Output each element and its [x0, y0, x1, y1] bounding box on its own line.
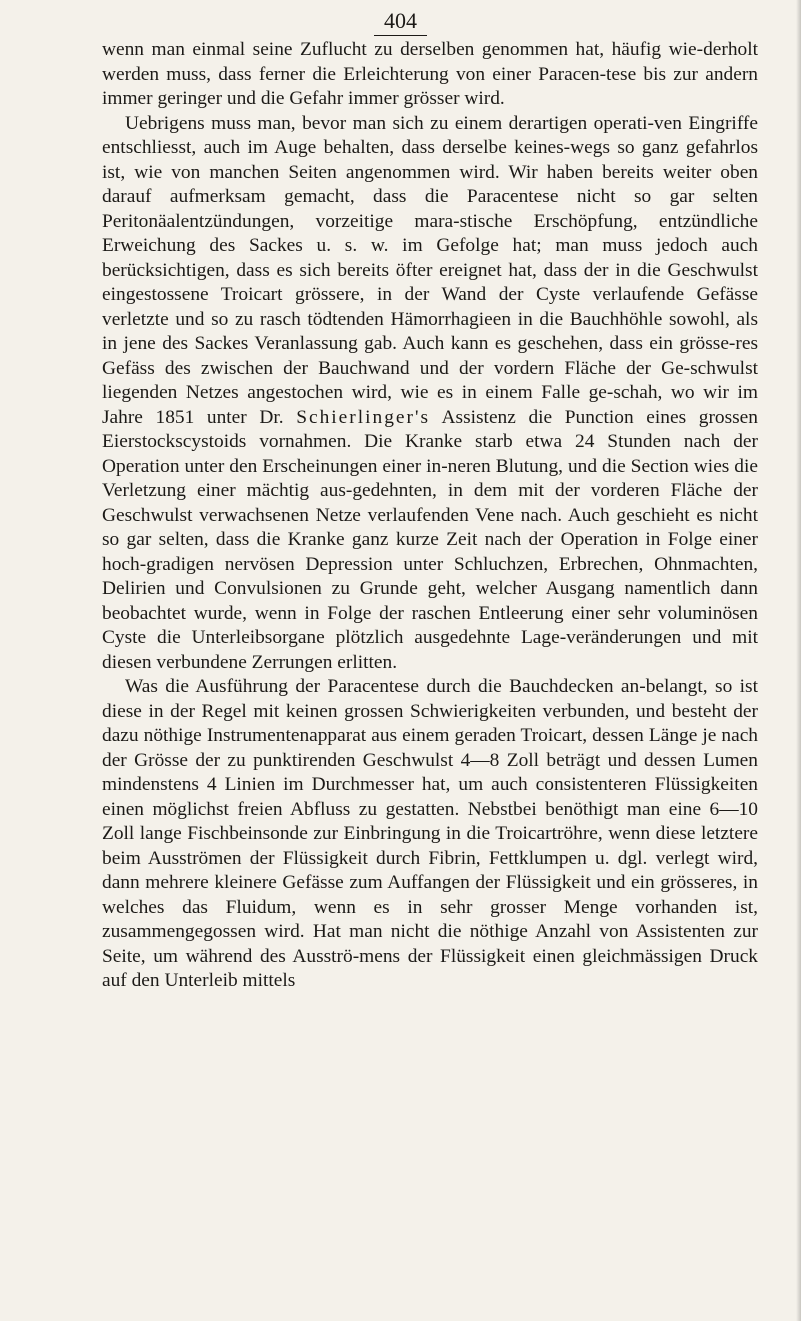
paragraph-2-text-a: Uebrigens muss man, bevor man sich zu einem derartigen operati-ven Eingriffe entschliesst, auch im Auge behalten, dass derselbe keines-wegs so ganz gefahrlos ist, wie von manchen Seiten angenommen wird. Wir haben bereits weiter oben darauf aufmerksam gemacht, dass die Paracentese nicht so gar selten Peritonäalentzündungen, vorzeitige mara-stische Erschöpfung, entzündliche Erweichung des Sackes u. s. w. im Gefolge hat; man muss jedoch auch berücksichtigen, dass es sich bereits öfter ereignet hat, dass der in die Geschwulst eingestossene Troicart grössere, in der Wand der Cyste verlaufende Gefässe verletzte und so zu rasch tödtenden Hämorrhagieen in die Bauchhöhle sowohl, als in jene des Sackes Veranlassung gab. Auch kann es geschehen, dass ein grösse-res Gefäss des zwischen der Bauchwand und der vordern Fläche der Ge-schwulst liegenden Netzes angestochen wird, wie es in einem Falle ge-schah, wo wir im Jahre 1851 unter Dr.	[102, 112, 758, 428]
paragraph-2	[102, 112, 758, 676]
body-text	[102, 38, 758, 994]
page-edge-shadow	[796, 0, 801, 1321]
paragraph-1-text: wenn man einmal seine Zuflucht zu derselben genommen hat, häufig wie-derholt werden muss, dass ferner die Erleichterung von einer Paracen-tese bis zur andern immer geringer und die Gefahr immer grösser wird.	[102, 39, 758, 109]
person-name-schierlinger: Schierlinger's	[296, 406, 430, 428]
paragraph-3-text: Was die Ausführung der Paracentese durch die Bauchdecken an-belangt, so ist diese in der Regel mit keinen grossen Schwierigkeiten verbunden, und besteht der dazu nöthige Instrumentenapparat aus einem geraden Troicart, dessen Länge je nach der Grösse der zu punktirenden Geschwulst 4—8 Zoll beträgt und dessen Lumen mindenstens 4 Linien im Durchmesser hat, um auch consistenteren Flüssigkeiten einen möglichst freien Abfluss zu gestatten. Nebstbei benöthigt man eine 6—10 Zoll lange Fischbeinsonde zur Einbringung in die Troicartröhre, wenn diese letztere beim Ausströmen der Flüssigkeit durch Fibrin, Fettklumpen u. dgl. verlegt wird, dann mehrere kleinere Gefässe zum Auffangen der Flüssigkeit und ein grösseres, in welches das Fluidum, wenn es in sehr grosser Menge vorhanden ist, zusammengegossen wird. Hat man nicht die nöthige Anzahl von Assistenten zur Seite, um während des Ausströ-mens der Flüssigkeit einen gleichmässigen Druck auf den Unterleib mittels	[102, 676, 758, 991]
paragraph-1	[102, 38, 758, 112]
page-number-text: 404	[374, 8, 427, 36]
paragraph-2-text-b: Assistenz die Punction eines grossen Eierstockscystoids vornahmen. Die Kranke starb etwa 24 Stunden nach der Operation unter den Erscheinungen einer in-neren Blutung, und die Section wies die Verletzung einer mächtig aus-gedehnten, in dem mit der vorderen Fläche der Geschwulst verwachsenen Netze verlaufenden Vene nach. Auch geschieht es nicht so gar selten, dass die Kranke ganz kurze Zeit nach der Operation in Folge einer hoch-gradigen nervösen Depression unter Schluchzen, Erbrechen, Ohnmachten, Delirien und Convulsionen zu Grunde geht, welcher Ausgang namentlich dann beobachtet wurde, wenn in Folge der raschen Entleerung einer sehr voluminösen Cyste die Unterleibsorgane plötzlich ausgedehnte Lage-veränderungen und mit diesen verbundene Zerrungen erlitten.	[102, 406, 758, 673]
paragraph-3	[102, 675, 758, 994]
page-number	[0, 8, 801, 36]
